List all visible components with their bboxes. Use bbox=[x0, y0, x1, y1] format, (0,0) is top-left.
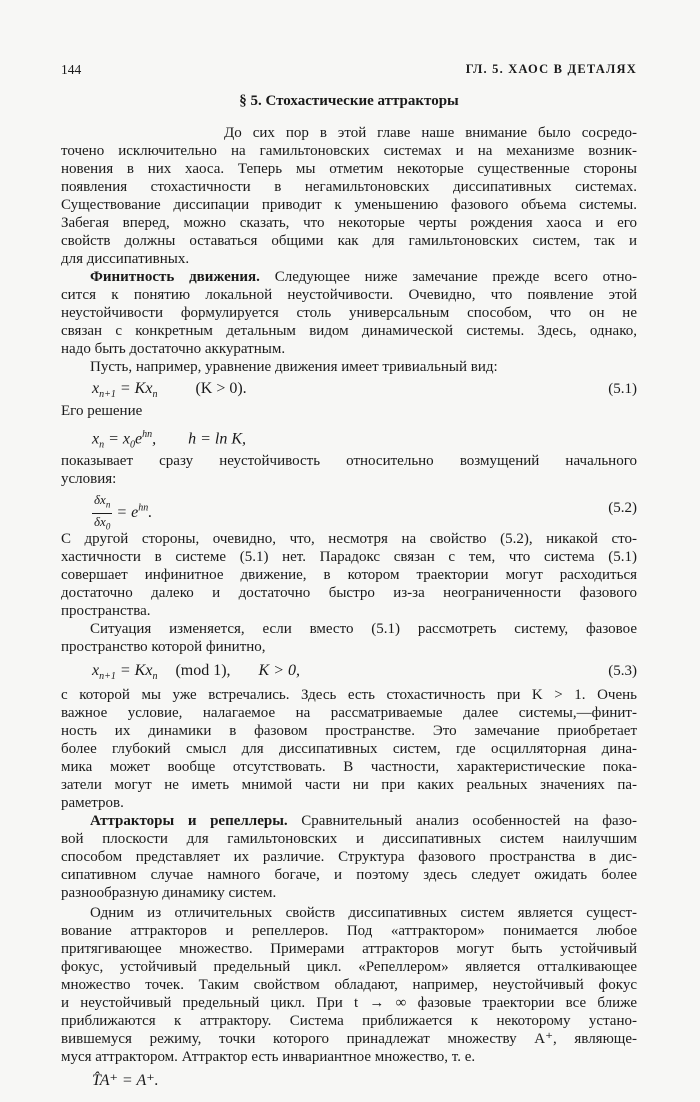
text-line: Финитность движения. Следующее ниже замечание прежде всего отно- bbox=[90, 269, 637, 285]
text-line: До сих пор в этой главе наше внимание было сосредо- bbox=[224, 125, 637, 141]
text-line: для диссипативных. bbox=[61, 251, 190, 267]
text-line: появления стохастичности в негамильтоновских диссипативных системах. bbox=[61, 179, 637, 195]
text-line: Ситуация изменяется, если вместо (5.1) рассмотреть систему, фазовое bbox=[90, 621, 637, 637]
text-line: свойств должны оставаться общими как для гамильтоновских систем, так и bbox=[61, 233, 637, 249]
equation-number: (5.3) bbox=[608, 663, 637, 679]
text-line: вившемуся режиму, точки которого принадлежат множеству A⁺, являюще- bbox=[61, 1031, 637, 1047]
equation-number: (5.2) bbox=[608, 500, 637, 516]
text-line: разнообразную динамику систем. bbox=[61, 885, 277, 901]
paragraph-heading: Аттракторы и репеллеры. bbox=[90, 813, 288, 829]
text-line: сится к понятию локальной неустойчивости. Очевидно, что появление этой bbox=[61, 287, 637, 303]
text-line: Забегая вперед, можно сказать, что некоторые черты рождения хаоса и его bbox=[61, 215, 637, 231]
text-line: показывает сразу неустойчивость относительно возмущений начального bbox=[61, 453, 637, 469]
equation-number: (5.1) bbox=[608, 381, 637, 397]
text-line: приближаются к аттрактору. Система приближается к некоторому устано- bbox=[61, 1013, 637, 1029]
text-line: Одним из отличительных свойств диссипативных систем является сущест- bbox=[90, 905, 637, 921]
text-line: множество точек. Таким свойством обладают, например, неустойчивый фокус bbox=[61, 977, 637, 993]
text-line: вование аттракторов и репеллеров. Под «аттрактором» понимается любое bbox=[61, 923, 637, 939]
text-line: и неустойчивый предельный цикл. При t → ∞ фазовые траектории все ближе bbox=[61, 995, 637, 1011]
equation-invariant-set: T̂A⁺ = A⁺. bbox=[92, 1072, 159, 1089]
text-line: раметров. bbox=[61, 795, 124, 811]
solution-formula: $x_n = x_0e^{hn}$, h = ln K, bbox=[92, 429, 247, 451]
page-number: 144 bbox=[61, 62, 82, 77]
text-line: совершает инфинитное движение, в котором траектории могут расходиться bbox=[61, 567, 637, 583]
text-line: фокус, устойчивый предельный цикл. «Репеллером» является отталкивающее bbox=[61, 959, 637, 975]
text-line: пространства. bbox=[61, 603, 151, 619]
text-line: хастичности в системе (5.1) нет. Парадокс связан с тем, что система (5.1) bbox=[61, 549, 637, 565]
text-line: важное условие, налагаемое на рассматриваемые далее системы,—финит- bbox=[61, 705, 637, 721]
text-line: муся аттрактором. Аттрактор есть инвариантное множество, т. е. bbox=[61, 1049, 476, 1065]
text-line: притягивающее множество. Примерами аттракторов могут быть устойчивый bbox=[61, 941, 637, 957]
text-line: неустойчивости формулируется столь универсальным способом, что он не bbox=[61, 305, 637, 321]
text-line: затели могут не иметь мнимой части ни при каких реальных значениях па- bbox=[61, 777, 637, 793]
text-line: Аттракторы и репеллеры. Сравнительный анализ особенностей на фазо- bbox=[90, 813, 637, 829]
text-line: Пусть, например, уравнение движения имеет тривиальный вид: bbox=[90, 359, 498, 375]
equation-5-1: $x_{n+1} = Kx_n$ (K > 0). bbox=[92, 380, 247, 401]
text-line: Существование диссипации приводит к уменьшению фазового объема системы. bbox=[61, 197, 637, 213]
text-line: достаточно далеко и достаточно быстро из-за неограниченности фазового bbox=[61, 585, 637, 601]
chapter-title: ГЛ. 5. ХАОС В ДЕТАЛЯХ bbox=[465, 62, 637, 76]
text-line: условия: bbox=[61, 471, 117, 487]
text-line: с которой мы уже встречались. Здесь есть стохастичность при K > 1. Очень bbox=[61, 687, 637, 703]
text-line: Его решение bbox=[61, 403, 143, 419]
text-line: связан с конкретным детальным видом динамической системы. Здесь, однако, bbox=[61, 323, 637, 339]
text-line: более глубокий смысл для диссипативных систем, где осцилляторная дина- bbox=[61, 741, 637, 757]
paragraph-heading: Финитность движения. bbox=[90, 269, 260, 285]
text-line: С другой стороны, очевидно, что, несмотря на свойство (5.2), никакой сто- bbox=[61, 531, 637, 547]
text-line: вой плоскости для гамильтоновских и диссипативных систем наилучшим bbox=[61, 831, 637, 847]
fraction: $\frac{\delta x_n}{\delta x_0}$ bbox=[94, 492, 111, 532]
text-line: надо быть достаточно аккуратным. bbox=[61, 341, 286, 357]
equation-5-3: $x_{n+1} = Kx_n$ (mod 1), K > 0, bbox=[92, 662, 301, 683]
text-line: ность их динамики в фазовом пространстве. Это замечание приобретает bbox=[61, 723, 637, 739]
text-line: мика может вообще отсутствовать. В частности, характеристические пока- bbox=[61, 759, 637, 775]
text-line: новения в них хаоса. Теперь мы отметим некоторые существенные стороны bbox=[61, 161, 637, 177]
section-title: § 5. Стохастические аттракторы bbox=[239, 93, 459, 109]
text-line: способом представляет их различие. Структура фазового пространства в дис- bbox=[61, 849, 637, 865]
text-line: пространство которой финитно, bbox=[61, 639, 266, 655]
text-line: сипативном случае намного богаче, и поэтому здесь следует ожидать более bbox=[61, 867, 637, 883]
equation-5-2: $\frac{\delta x_n}{\delta x_0}$ = $e^{hn}$. bbox=[92, 492, 152, 524]
text-line: точено исключительно на гамильтоновских системах и на механизме возник- bbox=[61, 143, 637, 159]
